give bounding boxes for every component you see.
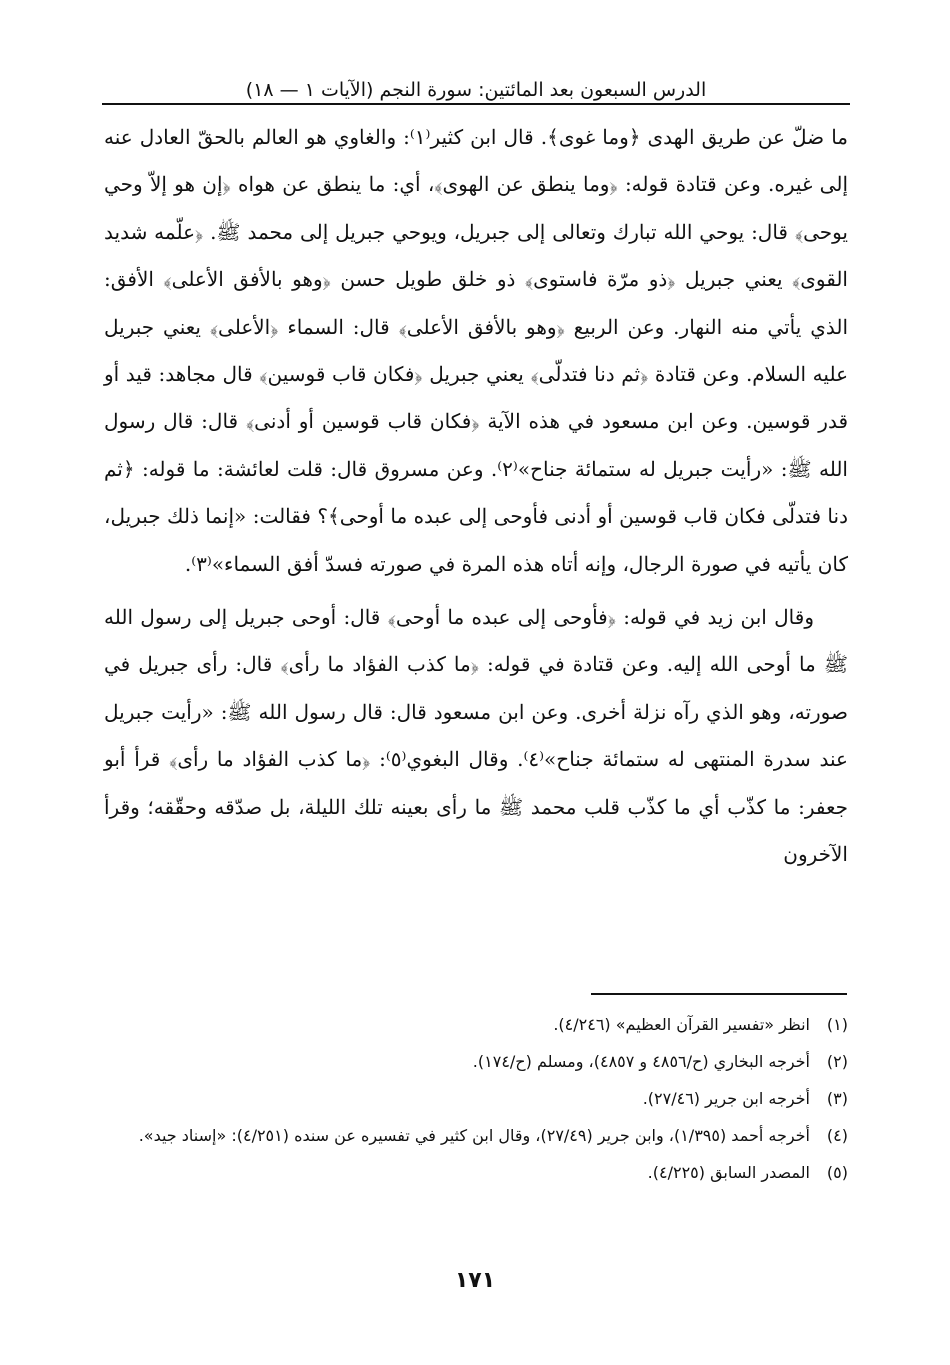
footnote-number: (٣) <box>826 1089 848 1108</box>
footnote-divider <box>591 993 847 995</box>
main-text <box>104 114 848 879</box>
footnote-text: المصدر السابق (٤/٢٢٥). <box>647 1163 810 1182</box>
footnote-item <box>104 1006 848 1043</box>
footnote-item <box>104 1154 848 1191</box>
footnotes <box>104 1006 848 1191</box>
footnote-item <box>104 1117 848 1154</box>
paragraph: وقال ابن زيد في قوله: ﴿فأوحى إلى عبده ما أوحى﴾ قال: أوحى جبريل إلى رسول الله ﷺ ما أوحى الله إليه. وعن قتادة في قوله: ﴿ما كذب الفؤاد ما رأى﴾ قال: رأى جبريل في صورته، وهو الذي رآه نزلة أخرى. وعن ابن مسعود قال: قال رسول الله ﷺ: «رأيت جبريل عند سدرة المنتهى له ستمائة جناح»⁽٤⁾. وقال البغوي⁽٥⁾: ﴿ما كذب الفؤاد ما رأى﴾ قرأ أبو جعفر: ما كذّب أي ما كذّب قلب محمد ﷺ ما رأى بعينه تلك الليلة، بل صدّقه وحقّقه؛ وقرأ الآخرون <box>104 605 848 867</box>
paragraph: ما ضلّ عن طريق الهدى ﴿وما غوى﴾. قال ابن كثير⁽١⁾: والغاوي هو العالم بالحقّ العادل عنه إلى غيره. وعن قتادة قوله: ﴿وما ينطق عن الهوى﴾، أي: ما ينطق عن هواه ﴿إن هو إلاّ وحي يوحى﴾ قال: يوحي الله تبارك وتعالى إلى جبريل، ويوحي جبريل إلى محمد ﷺ. ﴿علّمه شديد القوى﴾ يعني جبريل ﴿ذو مرّة فاستوى﴾ ذو خلق طويل حسن ﴿وهو بالأفق الأعلى﴾ الأفق: الذي يأتي منه النهار. وعن الربيع ﴿وهو بالأفق الأعلى﴾ قال: السماء ﴿الأعلى﴾ يعني جبريل عليه السلام. وعن قتادة ﴿ثم دنا فتدلّى﴾ يعني جبريل ﴿فكان قاب قوسين﴾ قال مجاهد: قيد أو قدر قوسين. وعن ابن مسعود في هذه الآية ﴿فكان قاب قوسين أو أدنى﴾ قال: قال رسول الله ﷺ: «رأيت جبريل له ستمائة جناح»⁽٢⁾. وعن مسروق قال: قلت لعائشة: ما قوله: ﴿ثم دنا فتدلّى فكان قاب قوسين أو أدنى فأوحى إلى عبده ما أوحى﴾؟ فقالت: «إنما ذلك جبريل، كان يأتيه في صورة الرجال، وإنه أتاه هذه المرة في صورته فسدّ أفق السماء»⁽٣⁾. <box>104 125 848 576</box>
page-number: ١٧١ <box>454 1268 496 1293</box>
running-header: الدرس السبعون بعد المائتين: سورة النجم (الآيات ١ — ١٨) <box>245 79 707 101</box>
footnote-number: (٥) <box>826 1163 848 1182</box>
footnote-text: أخرجه أحمد (١/٣٩٥)، وابن جرير (٢٧/٤٩)، وقال ابن كثير في تفسيره عن سنده (٤/٢٥١): «إسناد جيد». <box>138 1126 810 1145</box>
footnote-item <box>104 1043 848 1080</box>
footnote-number: (٤) <box>826 1126 848 1145</box>
footnote-number: (١) <box>826 1015 848 1034</box>
footnote-number: (٢) <box>826 1052 848 1071</box>
footnote-item <box>104 1080 848 1117</box>
footnote-text: أخرجه ابن جرير (٢٧/٤٦). <box>642 1089 810 1108</box>
header-divider <box>102 103 850 105</box>
footnote-text: أخرجه البخاري (ح/٤٨٥٦ و ٤٨٥٧)، ومسلم (ح/١٧٤). <box>472 1052 810 1071</box>
footnote-text: انظر «تفسير القرآن العظيم» (٤/٢٤٦). <box>553 1015 810 1034</box>
